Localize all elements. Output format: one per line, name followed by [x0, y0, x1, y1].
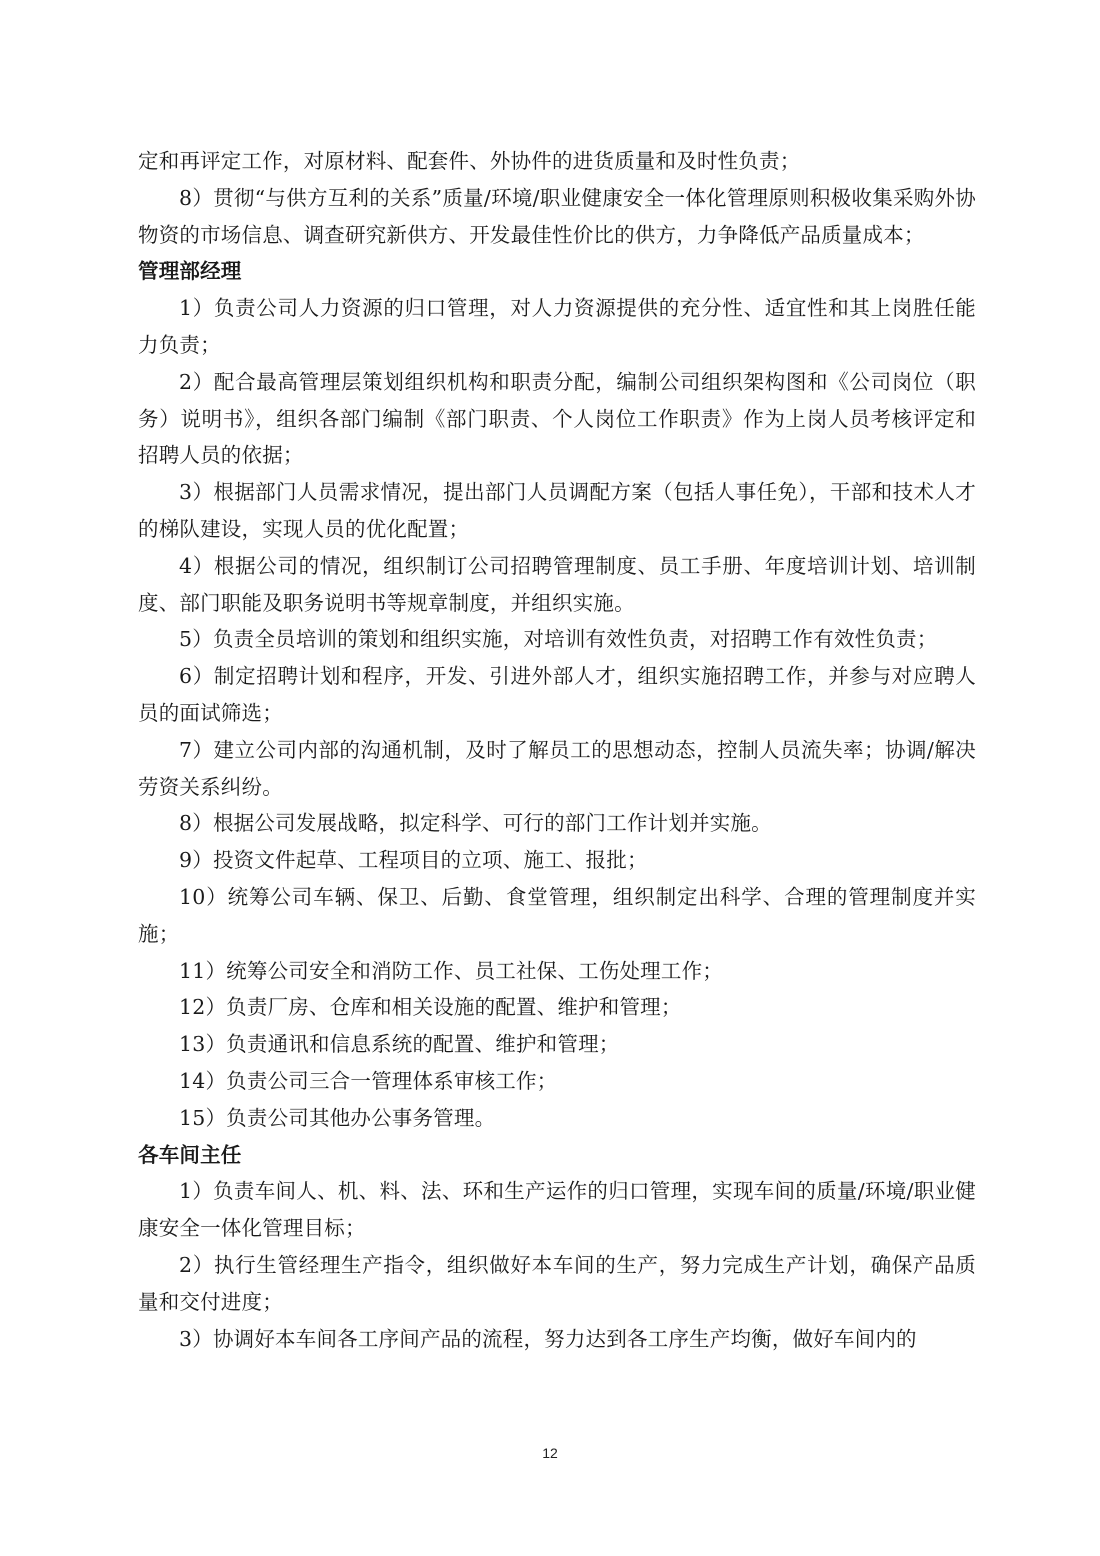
- paragraph-workshop-item-1: 1）负责车间人、机、料、法、环和生产运作的归口管理，实现车间的质量/环境/职业健康安全一体化管理目标；: [138, 1179, 976, 1241]
- paragraph-item-10: 10）统筹公司车辆、保卫、后勤、食堂管理，组织制定出科学、合理的管理制度并实施；: [138, 884, 976, 946]
- section-heading-admin-manager: 管理部经理: [138, 259, 242, 284]
- page-number: 12: [542, 1445, 558, 1461]
- paragraph-workshop-item-2: 2）执行生管经理生产指令，组织做好本车间的生产，努力完成生产计划，确保产品质量和交付进度；: [138, 1252, 976, 1314]
- paragraph-item-4: 4）根据公司的情况，组织制订公司招聘管理制度、员工手册、年度培训计划、培训制度、部门职能及职务说明书等规章制度，并组织实施。: [138, 553, 976, 615]
- paragraph-item-5: 5）负责全员培训的策划和组织实施，对培训有效性负责，对招聘工作有效性负责；: [179, 627, 938, 652]
- paragraph-item-2: 2）配合最高管理层策划组织机构和职责分配，编制公司组织架构图和《公司岗位（职务）说明书》，组织各部门编制《部门职责、个人岗位工作职责》作为上岗人员考核评定和招聘人员的依据；: [138, 369, 976, 468]
- paragraph-item-15: 15）负责公司其他办公事务管理。: [179, 1105, 496, 1130]
- section-heading-workshop-director: 各车间主任: [138, 1142, 242, 1167]
- paragraph-item-12: 12）负责厂房、仓库和相关设施的配置、维护和管理；: [179, 995, 682, 1020]
- paragraph-continuation: 定和再评定工作，对原材料、配套件、外协件的进货质量和及时性负责；: [138, 149, 801, 173]
- paragraph-workshop-item-3: 3）协调好本车间各工序间产品的流程，努力达到各工序生产均衡，做好车间内的: [179, 1326, 917, 1351]
- paragraph-item-8-supplier: 8）贯彻“与供方互利的关系”质量/环境/职业健康安全一体化管理原则积极收集采购外协物资的市场信息、调查研究新供方、开发最佳性价比的供方，力争降低产品质量成本；: [138, 185, 976, 247]
- paragraph-item-13: 13）负责通讯和信息系统的配置、维护和管理；: [179, 1032, 620, 1057]
- paragraph-item-8: 8）根据公司发展战略，拟定科学、可行的部门工作计划并实施。: [179, 811, 772, 836]
- paragraph-item-11: 11）统筹公司安全和消防工作、员工社保、工伤处理工作；: [179, 958, 723, 983]
- paragraph-item-1: 1）负责公司人力资源的归口管理，对人力资源提供的充分性、适宜性和其上岗胜任能力负责；: [138, 296, 976, 357]
- paragraph-item-7: 7）建立公司内部的沟通机制，及时了解员工的思想动态，控制人员流失率；协调/解决劳资关系纠纷。: [138, 737, 976, 799]
- paragraph-item-3: 3）根据部门人员需求情况，提出部门人员调配方案（包括人事任免），干部和技术人才的梯队建设，实现人员的优化配置；: [138, 480, 976, 541]
- paragraph-item-9: 9）投资文件起草、工程项目的立项、施工、报批；: [179, 848, 648, 873]
- document-body: [138, 143, 976, 1357]
- paragraph-item-6: 6）制定招聘计划和程序，开发、引进外部人才，组织实施招聘工作，并参与对应聘人员的面试筛选；: [138, 664, 976, 725]
- paragraph-item-14: 14）负责公司三合一管理体系审核工作；: [179, 1068, 558, 1093]
